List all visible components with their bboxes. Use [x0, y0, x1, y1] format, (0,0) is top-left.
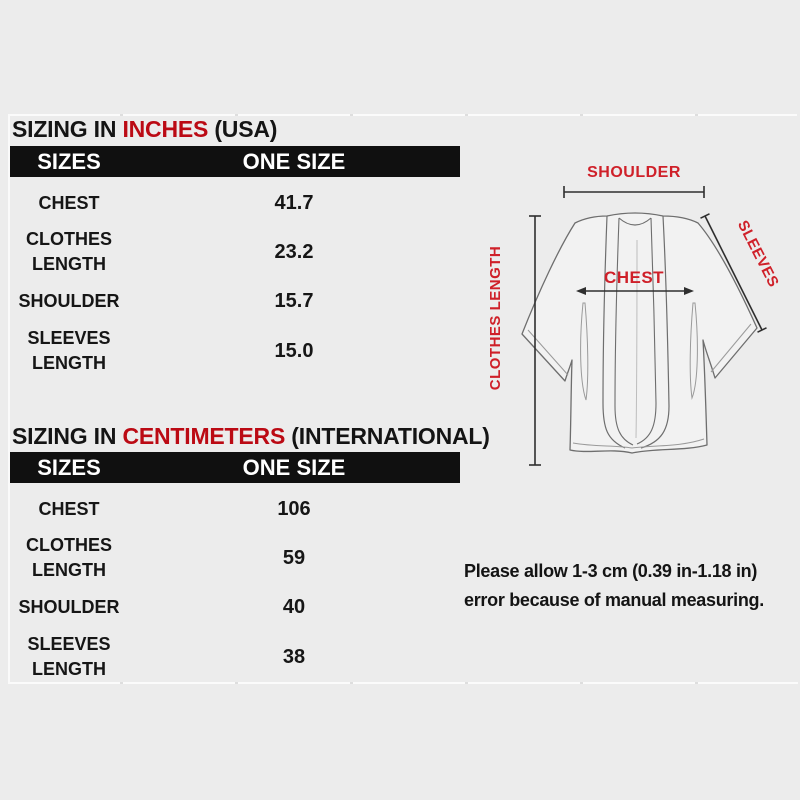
row-value-chest: 41.7: [274, 191, 314, 214]
title-accent-inches: INCHES: [122, 116, 209, 142]
clothes-length-diagram-label: CLOTHES LENGTH: [487, 245, 504, 391]
table-row: [10, 226, 460, 278]
inches-table: [10, 146, 460, 378]
inches-table-title: [12, 116, 277, 143]
row-label-sleeves-length: SLEEVES LENGTH: [27, 634, 111, 679]
title-accent-centimeters: CENTIMETERS: [122, 423, 286, 449]
row-value-sleeves-length: 15.0: [274, 339, 314, 362]
table-row: [10, 180, 460, 226]
title-prefix: SIZING IN: [12, 116, 123, 142]
note-line-2: error because of manual measuring.: [464, 590, 764, 610]
column-header-sizes: SIZES: [37, 454, 101, 480]
sleeves-diagram-label: SLEEVES: [733, 217, 783, 291]
row-label-sleeves-length: SLEEVES LENGTH: [27, 328, 111, 373]
row-label-clothes-length: CLOTHES LENGTH: [25, 535, 112, 580]
note-line-1: Please allow 1-3 cm (0.39 in-1.18 in): [464, 561, 758, 581]
shoulder-diagram-label: SHOULDER: [587, 164, 681, 181]
row-label-chest: CHEST: [38, 192, 100, 213]
title-suffix: (USA): [208, 116, 278, 142]
row-label-shoulder: SHOULDER: [18, 290, 120, 311]
column-header-sizes: SIZES: [37, 148, 101, 174]
kimono-measurement-diagram: [455, 148, 800, 488]
table-row: [10, 324, 460, 378]
table-row: [10, 486, 460, 532]
title-prefix: SIZING IN: [12, 423, 123, 449]
centimeters-table: [10, 452, 460, 684]
row-value-shoulder: 15.7: [274, 289, 314, 312]
row-value-clothes-length: 23.2: [274, 240, 314, 263]
inches-table-header: [10, 146, 460, 177]
table-row: [10, 278, 460, 324]
title-suffix: (INTERNATIONAL): [285, 423, 490, 449]
measuring-error-note: [464, 557, 764, 615]
row-label-clothes-length: CLOTHES LENGTH: [25, 229, 112, 274]
centimeters-table-title: [12, 423, 490, 450]
row-label-chest: CHEST: [38, 498, 100, 519]
table-row: [10, 584, 460, 630]
row-label-shoulder: SHOULDER: [18, 596, 120, 617]
table-row: [10, 630, 460, 684]
row-value-sleeves-length: 38: [282, 645, 306, 668]
chest-diagram-label: CHEST: [603, 268, 665, 287]
row-value-chest: 106: [277, 497, 311, 520]
table-row: [10, 532, 460, 584]
row-value-shoulder: 40: [282, 595, 306, 618]
centimeters-table-header: [10, 452, 460, 483]
column-header-one-size: ONE SIZE: [242, 148, 346, 174]
row-value-clothes-length: 59: [282, 546, 306, 569]
column-header-one-size: ONE SIZE: [242, 454, 346, 480]
